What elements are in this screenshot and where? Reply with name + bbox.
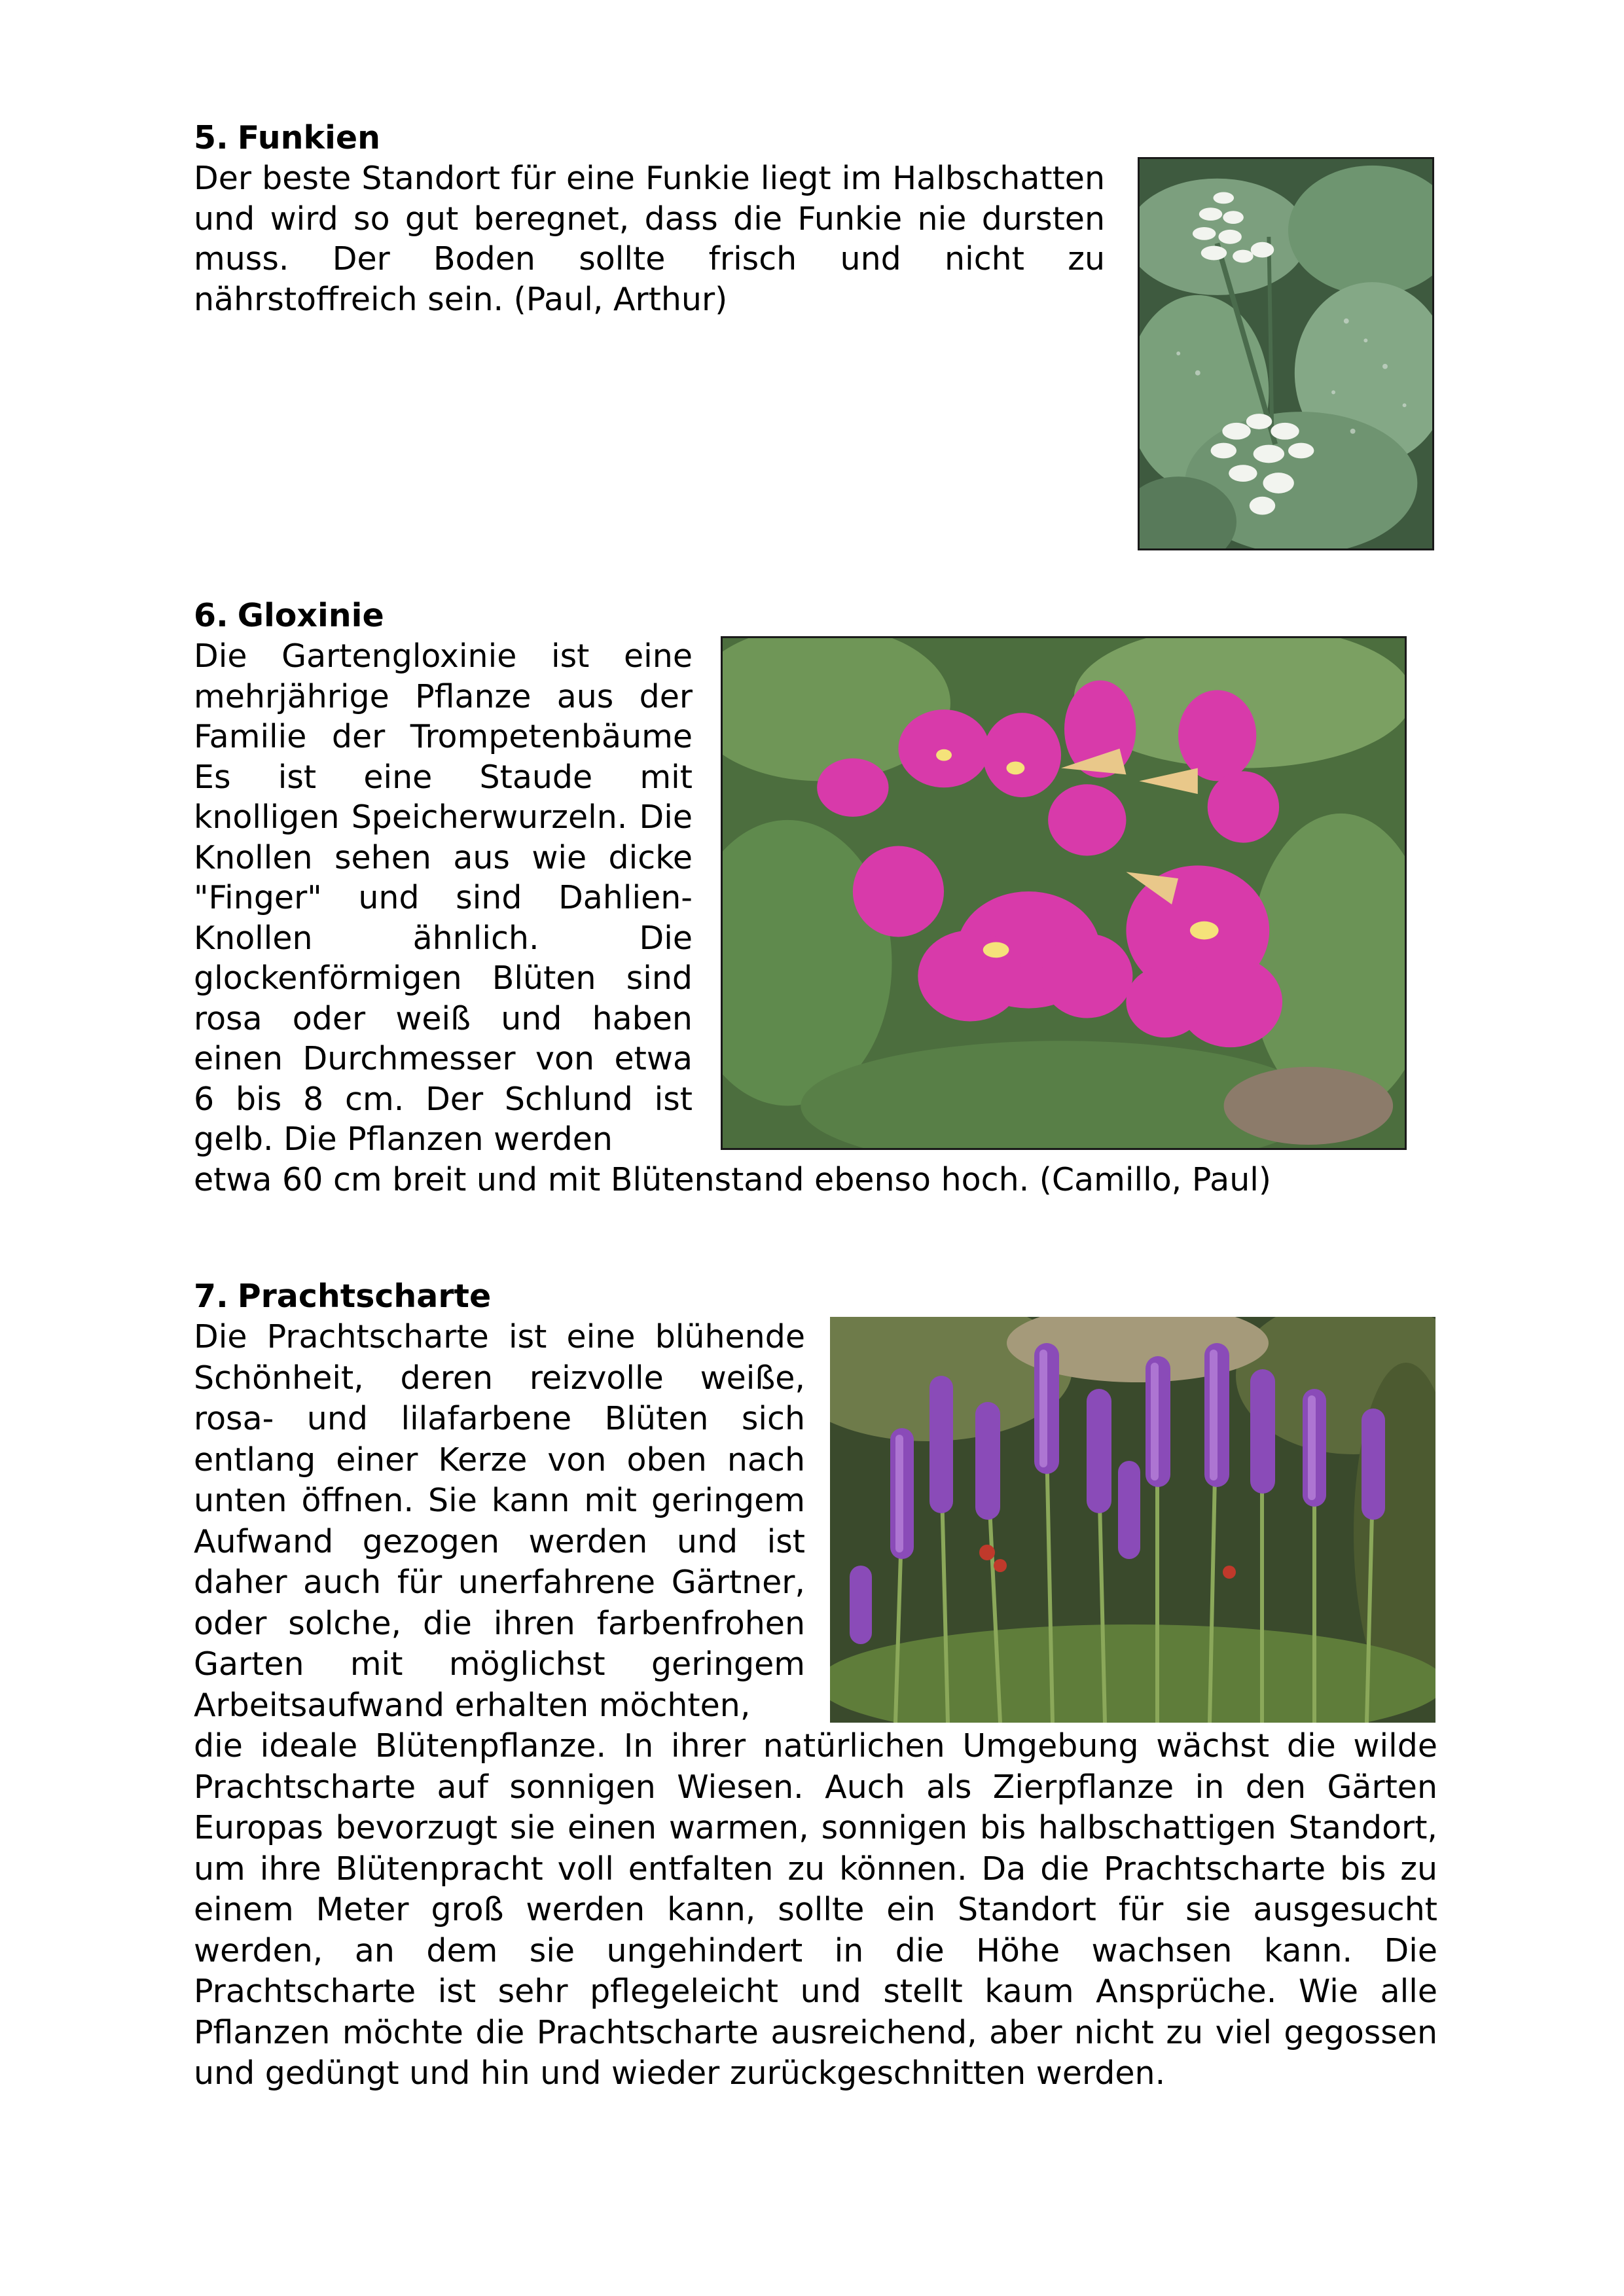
gloxinia-photo [721, 636, 1407, 1150]
hosta-image [1140, 159, 1432, 548]
section-title: Funkien [237, 119, 381, 156]
section-text: Der beste Standort für eine Funkie liegt im Halbschatten und wird so gut beregnet, dass die Funkie nie dursten muss. Der Boden sollte frisch und nicht zu nährstoffreich sein. (Paul, Arthur) [194, 160, 1105, 318]
section-title: Gloxinie [237, 597, 384, 634]
section-text-wrapped: Die Gartengloxinie ist eine mehrjährige Pflanze aus der Familie der Trompetenbäume Es ist eine Staude mit knolligen Speicherwurzeln. Die Knollen sehen aus wie dicke "Finger" und sind Dahlien-Knollen ähnlich. Die glockenförmigen Blüten sind rosa oder weiß und haben einen Durchmesser von etwa 6 bis 8 cm. Der Schlund ist gelb. Die Pflanzen werden [194, 637, 693, 1158]
hosta-photo [1138, 157, 1434, 550]
section-text-wrapped: Die Prachtscharte ist eine blühende Schönheit, deren reizvolle weiße, rosa- und lilafarbene Blüten sich entlang einer Kerze von oben nach unten öffnen. Sie kann mit geringem Aufwand gezogen werden und ist daher auch für unerfahrene Gärtner, oder solche, die ihren farbenfrohen Garten mit möglichst geringem Arbeitsaufwand erhalten möchten, [194, 1318, 805, 1724]
gloxinia-image [723, 638, 1405, 1148]
section-number: 7. [194, 1278, 228, 1315]
section-text-continued: etwa 60 cm breit und mit Blütenstand ebenso hoch. (Camillo, Paul) [194, 1160, 1271, 1198]
section-number: 5. [194, 119, 228, 156]
section-heading [194, 1276, 1437, 1317]
liatris-image [830, 1317, 1435, 1723]
section-text-continued: die ideale Blütenpflanze. In ihrer natürlichen Umgebung wächst die wilde Prachtscharte auf sonnigen Wiesen. Auch als Zierpflanze in den Gärten Europas bevorzugt sie einen warmen, sonnigen bis halbschattigen Standort, um ihre Blütenpracht voll entfalten zu können. Da die Prachtscharte bis zu einem Meter groß werden kann, sollte ein Standort für sie ausgesucht werden, an dem sie ungehindert in die Höhe wachsen kann. Die Prachtscharte ist sehr pflegeleicht und stellt kaum Ansprüche. Wie alle Pflanzen möchte die Prachtscharte ausreichend, aber nicht zu viel gegossen und gedüngt und hin und wieder zurückgeschnitten werden. [194, 1727, 1437, 2092]
section-number: 6. [194, 597, 228, 634]
section-title: Prachtscharte [237, 1278, 492, 1315]
section-heading [194, 596, 1437, 636]
section-heading [194, 118, 1437, 158]
liatris-photo [830, 1317, 1435, 1723]
